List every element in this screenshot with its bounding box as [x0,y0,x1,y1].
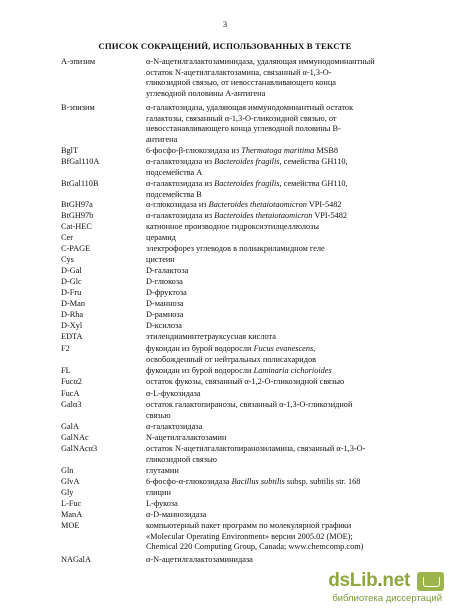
abbreviation-definition [146,499,396,510]
abbreviation-term: Cat-HEC [61,222,92,231]
abbreviation-definition [146,321,396,332]
definition-line: α-галактозидаза из Bacteroides thetaiotaomicron VPI-5482 [146,211,348,220]
abbreviation-term: ManA [61,510,83,519]
abbreviation-definition [146,400,396,421]
hat-icon [417,572,444,591]
definition-line: глицин [146,488,171,497]
definition-line: α-галактозидаза из Bacteroides fragilis, семейства GH110, [146,157,348,166]
definition-line: α-галактозидаза из Bacteroides fragilis, семейства GH110, [146,179,348,188]
abbreviation-term: А-эпизим [61,57,96,66]
abbreviation-definition [146,366,396,377]
species-name: Bacteroides thetaiotaomicron [214,211,313,220]
abbreviation-definition [146,389,396,400]
abbreviation-definition [146,157,396,178]
logo-dot: . [377,570,383,591]
abbreviation-term: GalA [61,422,79,431]
abbreviation-term: BglT [61,146,79,155]
definition-line: подсемейства В [146,189,202,199]
definition-line: α-глюкозидаза из Bacteroides thetaiotaomicron VPI-5482 [146,200,342,209]
species-name: Bacteroides fragilis [214,179,280,188]
abbreviation-definition [146,521,396,553]
abbreviation-definition [146,233,396,244]
definition-line: α-галактозидаза [146,422,203,431]
abbreviation-term: D-Rha [61,310,84,319]
definition-line: фукоидан из бурой водоросли Fucus evanescens, [146,344,316,353]
abbreviation-term: BfGal110A [61,157,100,166]
definition-line: остаток N-ацетилгалактозамина, связанный α-1,3-O- [146,67,332,77]
abbreviation-term: EDTA [61,332,83,341]
definition-line: L-фукоза [146,499,178,508]
definition-line: α-L-фукозидаза [146,389,201,398]
abbreviation-term: NAGalA [61,555,91,564]
species-name: Bacteroides thetaiotaomicron [208,200,307,209]
definition-line: D-галактоза [146,266,189,275]
abbreviation-term: GalNAc [61,433,89,442]
page-title: СПИСОК СОКРАЩЕНИЙ, ИСПОЛЬЗОВАННЫХ В ТЕКСТЕ [98,41,352,51]
abbreviation-definition [146,288,396,299]
definition-line: D-фруктоза [146,288,187,297]
abbreviation-definition [146,179,396,200]
abbreviation-term: BtGH97a [61,200,93,209]
abbreviation-term: В-эпизим [61,103,95,112]
abbreviation-definition [146,244,396,255]
abbreviation-term: FucA [61,389,80,398]
abbreviation-term: Cer [61,233,73,242]
abbreviation-term: MOE [61,521,80,530]
definition-line: α-D-маннозидаза [146,510,207,519]
page-number: 3 [222,19,228,29]
definition-line: гликозидной связью [146,454,217,464]
abbreviation-definition [146,266,396,277]
abbreviation-term: Gly [61,488,74,497]
abbreviation-definition [146,332,396,343]
definition-line: α-N-ацетилгалактозаминидаза, удаляющая иммунодоминантный [146,57,375,66]
abbreviation-term: D-Xyl [61,321,83,330]
abbreviation-term: D-Gal [61,266,82,275]
abbreviation-definition [146,466,396,477]
abbreviation-definition [146,103,396,145]
abbreviation-term: F2 [61,344,70,353]
definition-line: глутамин [146,466,179,475]
abbreviation-term: D-Man [61,299,85,308]
species-name: Thermatoga maritima [241,146,315,155]
abbreviation-definition [146,222,396,233]
definition-line: 6-фосфо-α-глюкозидаза Bacillus subtilis subsp. subtilis str. 168 [146,477,361,486]
abbreviation-definition [146,200,396,211]
definition-line: 6-фосфо-β-глюкозидаза из Thermatoga maritima MSB8 [146,146,339,155]
definition-line: компьютерный пакет программ по молекулярной графики [146,521,352,530]
abbreviation-term: GlvA [61,477,80,486]
species-name: Bacteroides fragilis [214,157,280,166]
abbreviation-term: Fucα2 [61,377,82,386]
definition-line: углеводной половины А-антигена [146,88,266,98]
definition-line: α-N-ацетилгалактозаминидаза [146,555,253,564]
definition-line: D-ксилоза [146,321,182,330]
watermark-tagline: библиотека диссертаций [332,593,442,604]
abbreviation-definition [146,377,396,388]
watermark-logo: dsLib.net [328,570,410,591]
definition-line: освобожденный от нейтральных полисахаридов [146,354,317,364]
definition-line: «Molecular Operating Environment» версии 2005.02 (MOE); [146,531,353,541]
abbreviation-definition [146,255,396,266]
abbreviation-definition [146,344,396,365]
definition-line: катионное производное гидроксиэтилцеллюлозы [146,222,319,231]
abbreviation-definition [146,310,396,321]
species-name: Bacillus subtilis [231,477,285,486]
definition-line: D-рамноза [146,310,184,319]
definition-line: Chemical 220 Computing Group, Canada; www.chemcomp.com) [146,542,364,552]
abbreviation-term: Galα3 [61,400,82,409]
abbreviation-term: FL [61,366,71,375]
abbreviation-definition [146,477,396,488]
species-name: Laminaria cichorioides [253,366,332,375]
definition-line: D-глюкоза [146,277,183,286]
definition-line: электрофорез углеводов в полиакриламидном геле [146,244,325,253]
abbreviation-term: D-Fru [61,288,82,297]
abbreviation-definition [146,510,396,521]
abbreviation-term: C-PAGE [61,244,91,253]
definition-line: остаток фукозы, связанный α-1,2-O-гликозидной связью [146,377,345,386]
definition-line: связью [146,410,171,420]
species-name: Fucus evanescens [253,344,314,353]
abbreviation-term: BtGal110B [61,179,99,188]
watermark[interactable] [309,570,444,606]
abbreviation-term: L-Fuc [61,499,82,508]
abbreviation-definition [146,555,396,566]
definition-line: подсемейства А [146,167,203,177]
definition-line: антигена [146,134,178,144]
abbreviation-term: Cys [61,255,74,264]
definition-line: гликозидной связью, от невосстанавливающего конца [146,78,336,88]
definition-line: α-галактозидаза, удаляющая иммунодоминантный остаток [146,103,354,112]
definition-line: церамид [146,233,176,242]
abbreviation-term: Gln [61,466,74,475]
abbreviation-definition [146,57,396,99]
abbreviation-definition [146,433,396,444]
abbreviation-definition [146,146,396,157]
definition-line: остаток галактопиранозы, связанный α-1,3-O-гликозидной [146,400,353,409]
abbreviation-definition [146,444,396,465]
abbreviation-term: GalNAcα3 [61,444,98,453]
abbreviation-definition [146,277,396,288]
definition-line: невосстанавливающего конца углеводной половины В- [146,124,341,134]
abbreviation-term: BtGH97b [61,211,94,220]
definition-line: этилендиаминтетрауксусная кислота [146,332,276,341]
abbreviation-definition [146,422,396,433]
definition-line: D-манноза [146,299,184,308]
definition-line: галактозы, связанный α-1,3-O-гликозидной связью, от [146,113,337,123]
abbreviation-definition [146,299,396,310]
definition-line: фукоидан из бурой водоросли Laminaria cichorioides [146,366,332,375]
definition-line: цистеин [146,255,175,264]
definition-line: остаток N-ацетилгалактопиранозиламина, связанный α-1,3-O- [146,444,366,453]
abbreviation-definition [146,211,396,222]
abbreviation-definition [146,488,396,499]
definition-line: N-ацетилгалактозамин [146,433,227,442]
abbreviation-term: D-Glc [61,277,82,286]
